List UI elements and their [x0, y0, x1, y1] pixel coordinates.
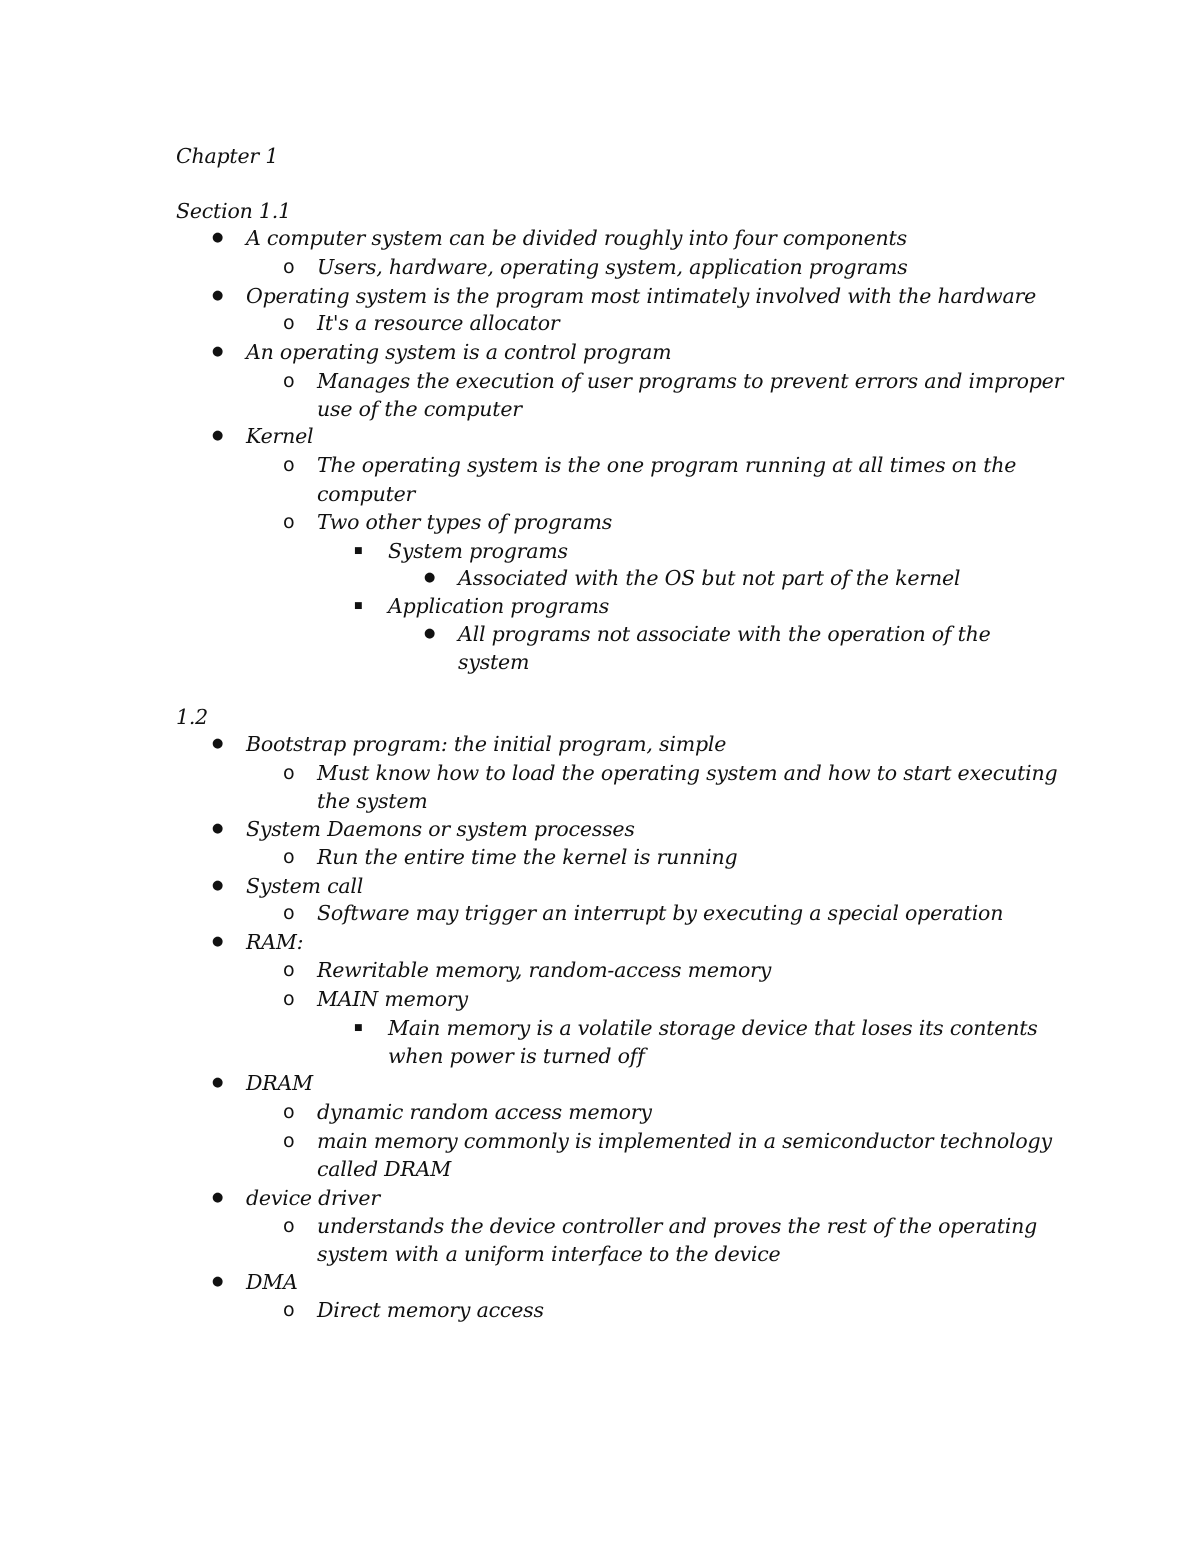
- bullet-icon: ●: [212, 230, 224, 245]
- circle-bullet-icon: o: [283, 988, 295, 1010]
- list-item: An operating system is a control program: [246, 340, 672, 364]
- list-item: Users, hardware, operating system, application programs: [317, 255, 908, 279]
- list-item-continuation: system: [458, 650, 530, 674]
- list-item: Direct memory access: [317, 1298, 544, 1322]
- circle-bullet-icon: o: [283, 762, 295, 784]
- list-item: RAM:: [246, 930, 304, 954]
- circle-bullet-icon: o: [283, 454, 295, 476]
- list-item: Two other types of programs: [317, 510, 613, 534]
- circle-bullet-icon: o: [283, 1215, 295, 1237]
- section-heading: 1.2: [176, 705, 209, 729]
- list-item: System call: [246, 874, 364, 898]
- circle-bullet-icon: o: [283, 370, 295, 392]
- list-item: The operating system is the one program running at all times on the: [317, 453, 1017, 477]
- bullet-icon: ●: [212, 1075, 224, 1090]
- list-item-continuation: computer: [317, 482, 416, 506]
- bullet-icon: ●: [212, 344, 224, 359]
- square-bullet-icon: ■: [354, 601, 363, 611]
- list-item: Application programs: [388, 594, 610, 618]
- list-item: Main memory is a volatile storage device that loses its contents: [388, 1016, 1038, 1040]
- circle-bullet-icon: o: [283, 511, 295, 533]
- list-item-continuation: when power is turned off: [388, 1044, 645, 1068]
- chapter-title: Chapter 1: [176, 144, 279, 168]
- list-item: Bootstrap program: the initial program, simple: [246, 732, 727, 756]
- list-item: Software may trigger an interrupt by executing a special operation: [317, 901, 1004, 925]
- list-item-continuation: the system: [317, 789, 428, 813]
- list-item: Kernel: [246, 424, 314, 448]
- list-item: A computer system can be divided roughly into four components: [246, 226, 907, 250]
- list-item: MAIN memory: [317, 987, 468, 1011]
- circle-bullet-icon: o: [283, 1299, 295, 1321]
- list-item: Associated with the OS but not part of the kernel: [458, 566, 961, 590]
- circle-bullet-icon: o: [283, 256, 295, 278]
- circle-bullet-icon: o: [283, 959, 295, 981]
- list-item-continuation: system with a uniform interface to the device: [317, 1242, 781, 1266]
- square-bullet-icon: ■: [354, 1023, 363, 1033]
- list-item: Operating system is the program most intimately involved with the hardware: [246, 284, 1036, 308]
- list-item: Rewritable memory, random-access memory: [317, 958, 772, 982]
- list-item: All programs not associate with the operation of the: [458, 622, 991, 646]
- list-item: Run the entire time the kernel is running: [317, 845, 738, 869]
- bullet-icon: ●: [212, 428, 224, 443]
- list-item: System programs: [388, 539, 568, 563]
- circle-bullet-icon: o: [283, 902, 295, 924]
- bullet-icon: ●: [212, 1190, 224, 1205]
- list-item: System Daemons or system processes: [246, 817, 635, 841]
- list-item-continuation: called DRAM: [317, 1157, 452, 1181]
- circle-bullet-icon: o: [283, 1130, 295, 1152]
- circle-bullet-icon: o: [283, 312, 295, 334]
- square-bullet-icon: ■: [354, 546, 363, 556]
- bullet-icon: ●: [212, 821, 224, 836]
- list-item: main memory commonly is implemented in a semiconductor technology: [317, 1129, 1052, 1153]
- bullet-icon: ●: [212, 1274, 224, 1289]
- list-item: device driver: [246, 1186, 380, 1210]
- bullet-icon: ●: [212, 878, 224, 893]
- bullet-icon: ●: [212, 934, 224, 949]
- section-heading: Section 1.1: [176, 199, 291, 223]
- list-item: DRAM: [246, 1071, 313, 1095]
- list-item: dynamic random access memory: [317, 1100, 652, 1124]
- bullet-icon: ●: [212, 288, 224, 303]
- list-item: DMA: [246, 1270, 298, 1294]
- list-item: Must know how to load the operating system and how to start executing: [317, 761, 1058, 785]
- bullet-icon: ●: [212, 736, 224, 751]
- circle-bullet-icon: o: [283, 1101, 295, 1123]
- bullet-icon: ●: [424, 570, 436, 585]
- list-item-continuation: use of the computer: [317, 397, 522, 421]
- list-item: understands the device controller and proves the rest of the operating: [317, 1214, 1038, 1238]
- bullet-icon: ●: [424, 626, 436, 641]
- list-item: It's a resource allocator: [317, 311, 560, 335]
- circle-bullet-icon: o: [283, 846, 295, 868]
- list-item: Manages the execution of user programs to prevent errors and improper: [317, 369, 1064, 393]
